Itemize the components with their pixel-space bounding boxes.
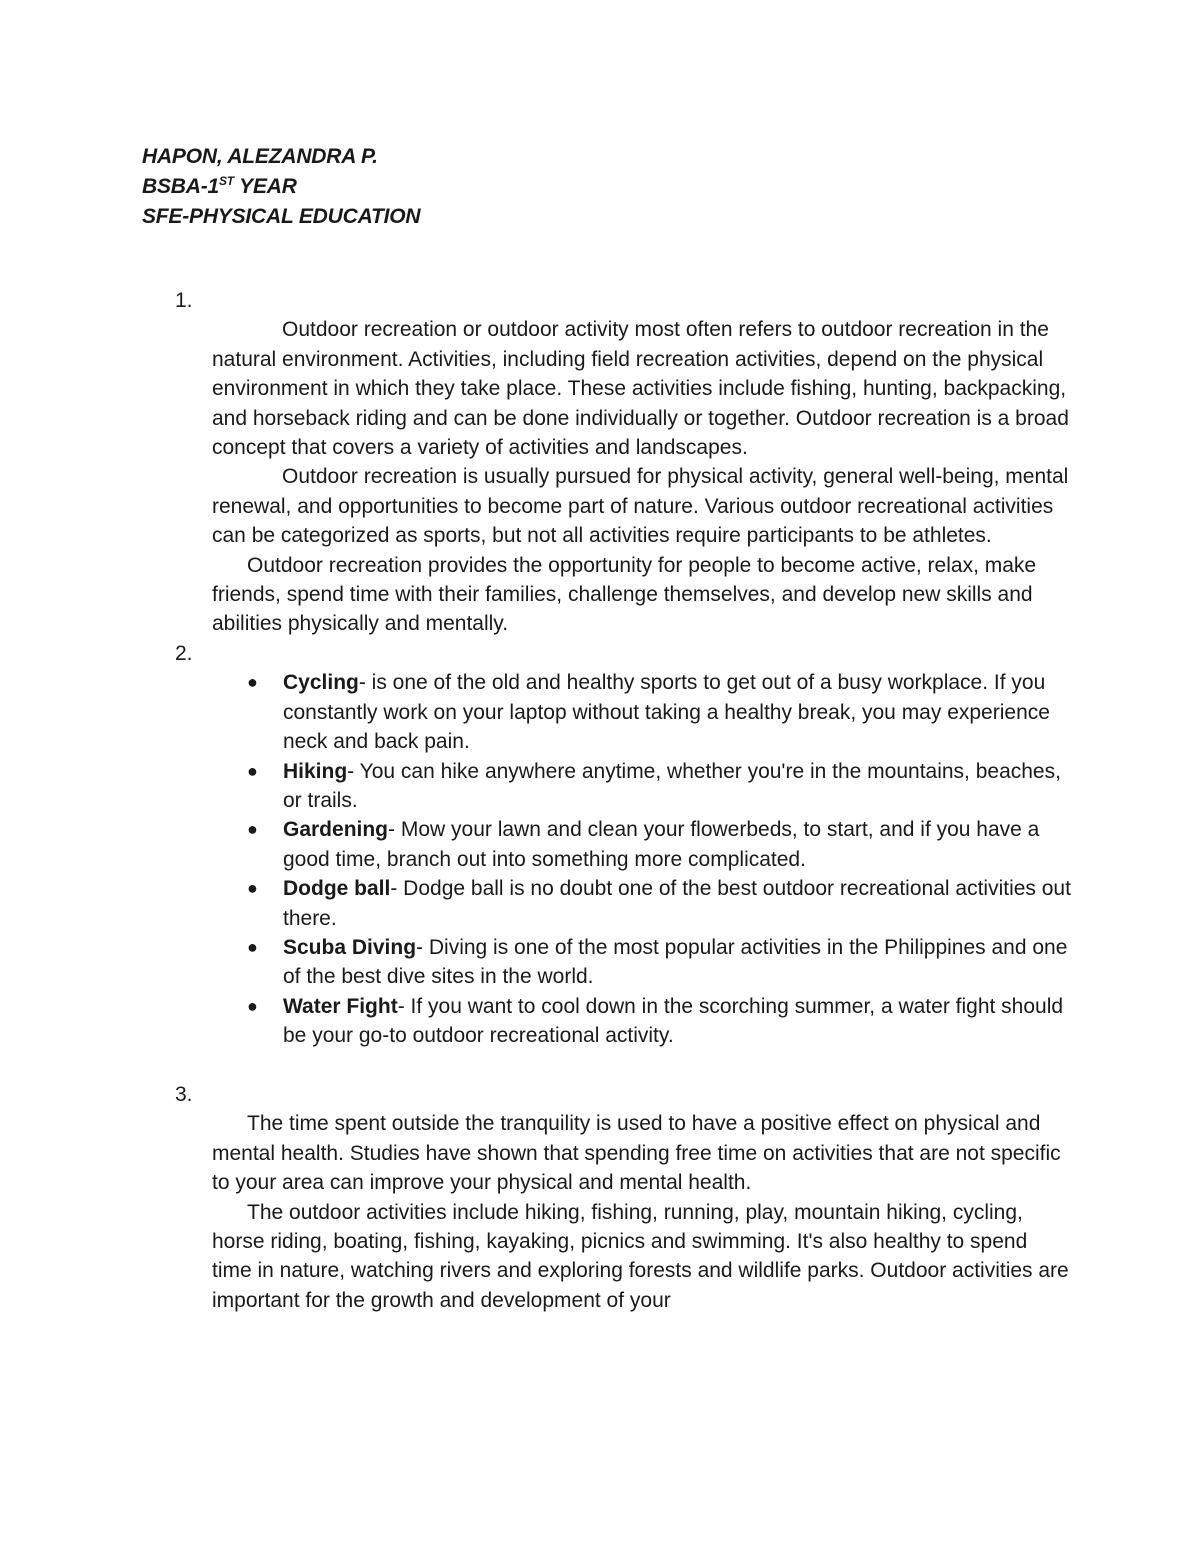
list-item	[212, 874, 1072, 933]
course-suffix: YEAR	[233, 175, 297, 198]
section3-paragraph-1: The time spent outside the tranquility is used to have a positive effect on physical and mental health. Studies have shown that spending free time on activities that are not specific to your area can improve your physical and mental health.	[212, 1112, 1061, 1195]
activity-description: - Diving is one of the most popular activities in the Philippines and one of the best dive sites in the world.	[283, 935, 1068, 989]
course-superscript: ST	[218, 174, 234, 188]
activity-description: - If you want to cool down in the scorching summer, a water fight should be your go-to outdoor recreational activity.	[283, 994, 1064, 1048]
activity-term: Cycling	[283, 671, 359, 695]
section1-paragraph-3: Outdoor recreation provides the opportunity for people to become active, relax, make friends, spend time with their families, challenge themselves, and develop new skills and abilities physically and mentally.	[212, 553, 1037, 636]
activity-description: - You can hike anywhere anytime, whether you're in the mountains, beaches, or trails.	[283, 759, 1061, 812]
activity-description: - Dodge ball is no doubt one of the best outdoor recreational activities out there.	[283, 877, 1071, 930]
list-item	[212, 668, 1072, 756]
bullet-icon: ●	[247, 760, 258, 781]
list-item	[212, 992, 1072, 1051]
activity-term: Scuba Diving	[283, 935, 417, 959]
list-item	[212, 933, 1072, 992]
student-name: HAPON, ALEZANDRA P.	[142, 145, 378, 168]
document-header	[142, 142, 420, 232]
section-number-3: 3.	[175, 1082, 193, 1106]
activity-term: Water Fight	[283, 994, 398, 1018]
section1-paragraph-1: Outdoor recreation or outdoor activity most often refers to outdoor recreation in the natural environment. Activities, including field recreation activities, depend on the physical environment in which they take place. These activities include fishing, hunting, backpacking, and horseback riding and can be done individually or together. Outdoor recreation is a broad concept that covers a variety of activities and landscapes.	[212, 318, 1069, 460]
activity-description: - Mow your lawn and clean your flowerbeds, to start, and if you have a good time, branch out into something more complicated.	[283, 818, 1040, 871]
blank-line	[142, 1051, 1072, 1080]
section1-paragraph-2: Outdoor recreation is usually pursued for physical activity, general well-being, mental renewal, and opportunities to become part of nature. Various outdoor recreational activities can be categorized as sports, but not all activities require participants to be athletes.	[212, 465, 1069, 548]
bullet-icon: ●	[247, 936, 258, 957]
bullet-icon: ●	[247, 878, 258, 899]
list-item	[212, 757, 1072, 816]
activity-term: Dodge ball	[283, 877, 391, 901]
section3-paragraph-2: The outdoor activities include hiking, fishing, running, play, mountain hiking, cycling, horse riding, boating, fishing, kayaking, picnics and swimming. It's also healthy to spend time in nature, watching rivers and exploring forests and wildlife parks. Outdoor activities are important for the growth and development of your	[212, 1200, 1069, 1312]
course-year	[142, 172, 420, 202]
document-body	[142, 286, 1072, 1315]
section-number-1: 1.	[175, 289, 193, 312]
activities-list	[212, 668, 1072, 1050]
activity-term: Hiking	[283, 759, 348, 783]
section-number-2: 2.	[175, 641, 193, 665]
bullet-icon: ●	[247, 995, 258, 1016]
activity-description: - is one of the old and healthy sports to get out of a busy workplace. If you constantly work on your laptop without taking a healthy break, you may experience neck and back pain.	[283, 671, 1050, 754]
subject-title: SFE-PHYSICAL EDUCATION	[142, 205, 421, 228]
bullet-icon: ●	[247, 672, 258, 693]
bullet-icon: ●	[247, 819, 258, 840]
course-prefix: BSBA-1	[142, 175, 219, 198]
list-item	[212, 815, 1072, 874]
activity-term: Gardening	[283, 818, 389, 842]
